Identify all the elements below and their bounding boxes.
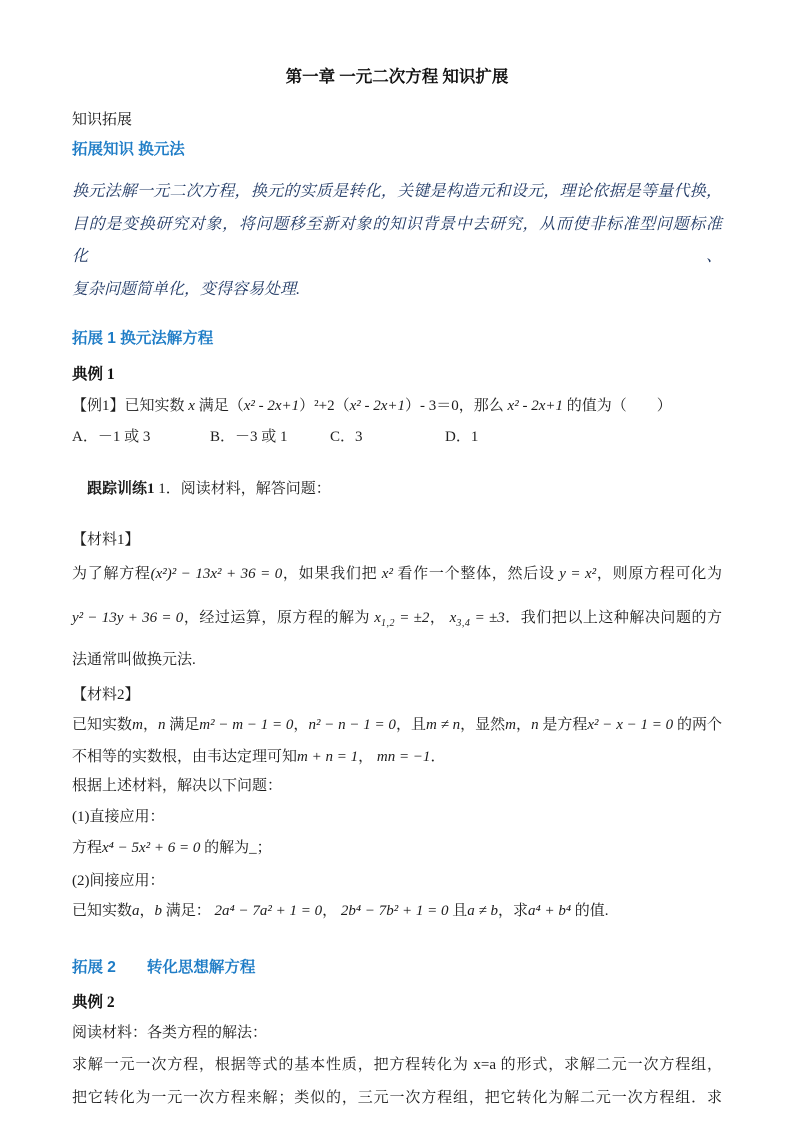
option-c: C．3	[330, 429, 363, 445]
solve-intro: 根据上述材料，解决以下问题：	[72, 778, 283, 794]
example1-label: 典例 1	[72, 366, 115, 383]
intro-line: 换元法解一元二次方程，换元的实质是转化，关键是构造元和设元，理论依据是等量代换，	[72, 183, 722, 200]
material1-line2: y² − 13y + 36 = 0，经过运算，原方程的解为 $x_{1,2} = \pm 2$， $x_{3,4} = \pm 3$．我们把以上这种解决问题的方	[72, 610, 722, 629]
option-a: A．－1 或 3	[72, 429, 151, 445]
example1-problem: 【例1】已知实数 x 满足（x² - 2x+1）²+2（x² - 2x+1）- 3＝0，那么 x² - 2x+1 的值为（ ）	[72, 398, 672, 414]
followup-text: 1．阅读材料，解答问题：	[154, 481, 331, 497]
topic-heading: 拓展知识 换元法	[72, 141, 185, 158]
intro-line: 目的是变换研究对象，将问题移至新对象的知识背景中去研究，从而使非标准型问题标准化、	[72, 215, 722, 265]
question1-body: 方程x⁴ − 5x² + 6 = 0 的解为_；	[72, 840, 272, 856]
page-title: 第一章 一元二次方程 知识扩展	[285, 67, 509, 86]
expand1-heading: 拓展 1 换元法解方程	[72, 330, 214, 347]
expand2-para-line1: 求解一元一次方程，根据等式的基本性质，把方程转化为 x=a 的形式，求解二元一次方程组，	[72, 1057, 722, 1073]
followup-label: 跟踪训练1	[87, 481, 155, 497]
followup-training	[72, 458, 722, 521]
answer-options	[72, 427, 722, 448]
material1-line3: 法通常叫做换元法.	[72, 652, 196, 668]
question2-label: (2)间接应用：	[72, 873, 165, 889]
material1-label: 【材料1】	[72, 532, 140, 548]
section-label: 知识拓展	[72, 111, 133, 128]
material2-line2: 不相等的实数根，由韦达定理可知m + n = 1， mn = −1．	[72, 749, 446, 765]
question2-body: 已知实数a，b 满足： 2a⁴ − 7a² + 1 = 0， 2b⁴ − 7b² + 1 = 0 且a ≠ b，求a⁴ + b⁴ 的值.	[72, 903, 609, 919]
option-b: B．－3 或 1	[210, 429, 288, 445]
material2-line1: 已知实数m，n 满足m² − m − 1 = 0，n² − n − 1 = 0，且m ≠ n，显然m，n 是方程x² − x − 1 = 0 的两个	[72, 717, 722, 733]
expand2-para-line2: 把它转化为一元一次方程来解；类似的，三元一次方程组，把它转化为解二元一次方程组．求	[72, 1090, 722, 1106]
material2-label: 【材料2】	[72, 687, 140, 703]
material1-line1: 为了解方程(x²)² − 13x² + 36 = 0，如果我们把 x² 看作一个整体，然后设 y = x²，则原方程可化为	[72, 566, 722, 582]
question1-label: (1)直接应用：	[72, 809, 165, 825]
intro-paragraph	[72, 176, 722, 306]
option-d: D．1	[445, 429, 479, 445]
read-material-intro: 阅读材料：各类方程的解法：	[72, 1025, 268, 1041]
expand2-heading: 拓展 2 转化思想解方程	[72, 959, 256, 976]
example2-label: 典例 2	[72, 994, 115, 1011]
intro-line: 复杂问题简单化，变得容易处理.	[72, 280, 301, 298]
